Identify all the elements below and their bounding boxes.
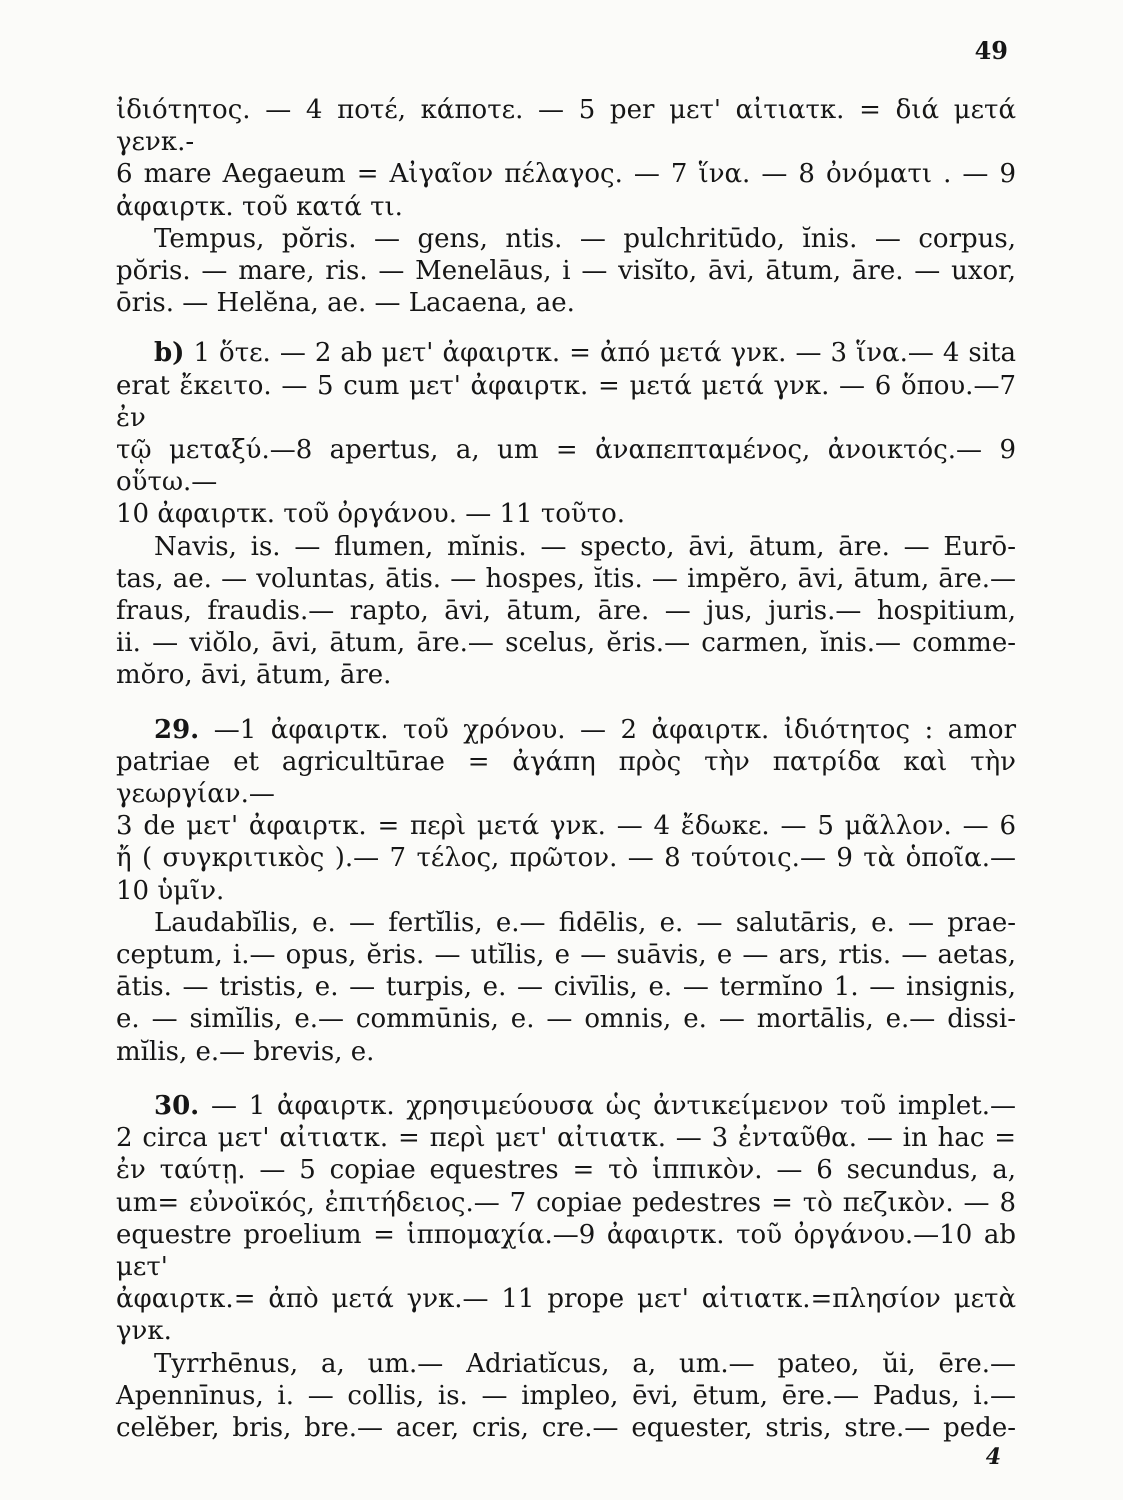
text-line [116,1090,1016,1122]
text-line: ceptum, i.— opus, ĕris. — utĭlis, e — suāvis, e — ars, rtis. — aetas, [116,940,1016,971]
text-line: um= εὐνοϊκός, ἐπιτήδειος.— 7 copiae pedestres = τὸ πεζικὸν. — 8 [116,1187,1016,1218]
page-body [116,94,1016,1444]
text-line: ἤ ( συγκριτικὸς ).— 7 τέλος, πρῶτον. — 8 τούτοις.— 9 τὰ ὁποῖα.— [116,843,1016,874]
text-line: pŏris. — mare, ris. — Menelāus, i — visĭto, āvi, ātum, āre. — uxor, [116,256,1016,287]
text-line: Tyrrhēnus, a, um.— Adriatĭcus, a, um.— pateo, ŭi, ēre.— [154,1348,1016,1379]
text-line: patriae et agricultūrae = ἀγάπη πρὸς τὴν πατρίδα καὶ τὴν γεωργίαν.— [116,746,1016,810]
page-number: 49 [974,36,1008,65]
text-line: ii. — viŏlo, āvi, ātum, āre.— scelus, ĕris.— carmen, ĭnis.— comme- [116,628,1016,659]
section-label: b) [154,338,185,369]
text-line: Laudabĭlis, e. — fertĭlis, e.— fidēlis, e. — salutāris, e. — prae- [154,907,1016,938]
text-line: ōris. — Helĕna, ae. — Lacaena, ae. [116,288,575,319]
signature-mark: 4 [985,1444,1001,1470]
text-line: Tempus, pŏris. — gens, ntis. — pulchritūdo, ĭnis. — corpus, [154,223,1016,254]
text-line: fraus, fraudis.— rapto, āvi, ātum, āre. — jus, juris.— hospitium, [116,596,1016,627]
text-line: e. — simĭlis, e.— commūnis, e. — omnis, e. — mortālis, e.— dissi- [116,1004,1016,1035]
text-line: mĭlis, e.— brevis, e. [116,1036,375,1067]
text-line: ἀφαιρτκ. τοῦ κατά τι. [116,191,403,222]
text-line [116,337,1016,369]
text-line [116,714,1016,746]
text-line-content: 1 ὅτε. — 2 ab μετ' ἀφαιρτκ. = ἀπό μετά γνκ. — 3 ἵνα.— 4 sita [193,338,1016,369]
text-line: ἐν ταύτῃ. — 5 copiae equestres = τὸ ἱππικὸν. — 6 secundus, a, [116,1155,1016,1186]
text-line: 3 de μετ' ἀφαιρτκ. = περὶ μετά γνκ. — 4 ἔδωκε. — 5 μᾶλλον. — 6 [116,811,1016,842]
text-line: 10 ὑμῖν. [116,875,225,906]
section-label: 30. [154,1090,200,1121]
text-line: tas, ae. — voluntas, ātis. — hospes, ĭtis. — impĕro, āvi, ātum, āre.— [116,563,1016,594]
text-line: 10 ἀφαιρτκ. τοῦ ὀργάνου. — 11 τοῦτο. [116,499,626,530]
text-line: Navis, is. — flumen, mĭnis. — specto, āvi, ātum, āre. — Eurō- [154,531,1016,562]
text-line-content: — 1 ἀφαιρτκ. χρησιμεύουσα ὡς ἀντικείμενον τοῦ implet.— [210,1090,1017,1121]
text-line-content: —1 ἀφαιρτκ. τοῦ χρόνου. — 2 ἀφαιρτκ. ἰδιότητος : amor [213,714,1016,745]
text-line: 6 mare Aegaeum = Αἰγαῖον πέλαγος. — 7 ἵνα. — 8 ὀνόματι . — 9 [116,159,1016,190]
text-line: ἀφαιρτκ.= ἀπὸ μετά γνκ.— 11 prope μετ' αἰτιατκ.=πλησίον μετὰ γνκ. [116,1284,1016,1347]
text-line: equestre proelium = ἱππομαχία.—9 ἀφαιρτκ. τοῦ ὀργάνου.—10 ab μετ' [116,1219,1016,1282]
text-line: celĕber, bris, bre.— acer, cris, cre.— equester, stris, stre.— pede- [116,1412,1016,1443]
text-line: ātis. — tristis, e. — turpis, e. — civīlis, e. — termĭno 1. — insignis, [116,972,1016,1003]
text-line: τῷ μεταξύ.—8 apertus, a, um = ἀναπεπταμένος, ἀνοικτός.— 9 οὕτω.— [116,435,1016,498]
text-line: 2 circa μετ' αἰτιατκ. = περὶ μετ' αἰτιατκ. — 3 ἐνταῦθα. — in hac = [116,1123,1016,1154]
text-line: mŏro, āvi, ātum, āre. [116,660,392,691]
text-line: erat ἔκειτο. — 5 cum μετ' ἀφαιρτκ. = μετά μετά γνκ. — 6 ὅπου.—7 ἐν [116,370,1016,433]
text-line: Apennīnus, i. — collis, is. — impleo, ēvi, ētum, ēre.— Padus, i.— [116,1380,1016,1411]
text-line: ἰδιότητος. — 4 ποτέ, κάποτε. — 5 per μετ' αἰτιατκ. = διά μετά γενκ.- [116,95,1016,158]
section-label: 29. [154,714,200,745]
